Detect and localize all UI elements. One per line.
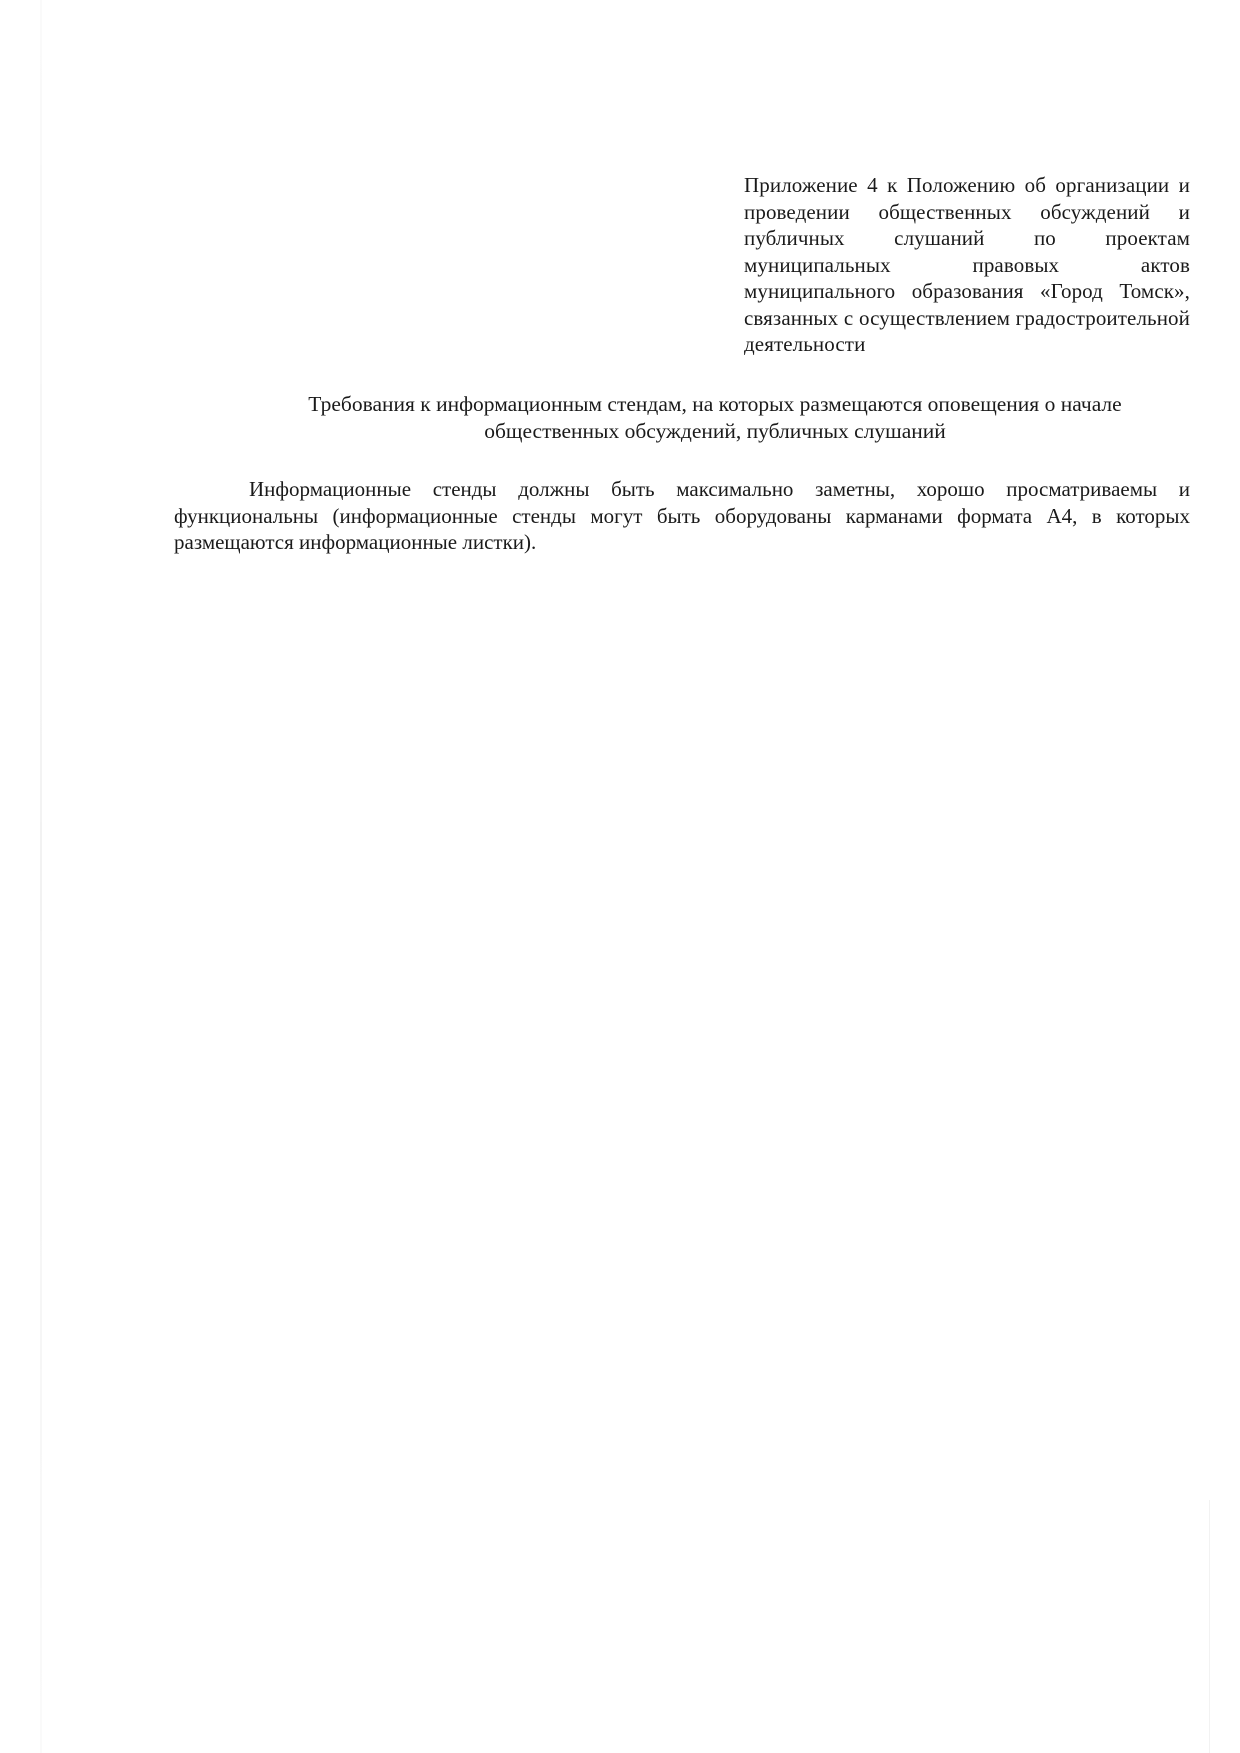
scan-edge-left [40, 0, 42, 1753]
body-paragraph: Информационные стенды должны быть максимально заметны, хорошо просматриваемы и функциональны (информационные стенды могут быть оборудованы карманами формата А4, в которых размещаются информационные листки). [174, 477, 1190, 554]
scan-edge-right [1209, 1500, 1210, 1753]
document-title: Требования к информационным стендам, на которых размещаются оповещения о начале общественных обсуждений, публичных слушаний [308, 392, 1122, 443]
appendix-note: Приложение 4 к Положению об организации и проведении общественных обсуждений и публичных слушаний по проектам муниципальных правовых актов муниципального образования «Город Томск», связанных с осуществлением градостроительной деятельности [744, 173, 1190, 356]
